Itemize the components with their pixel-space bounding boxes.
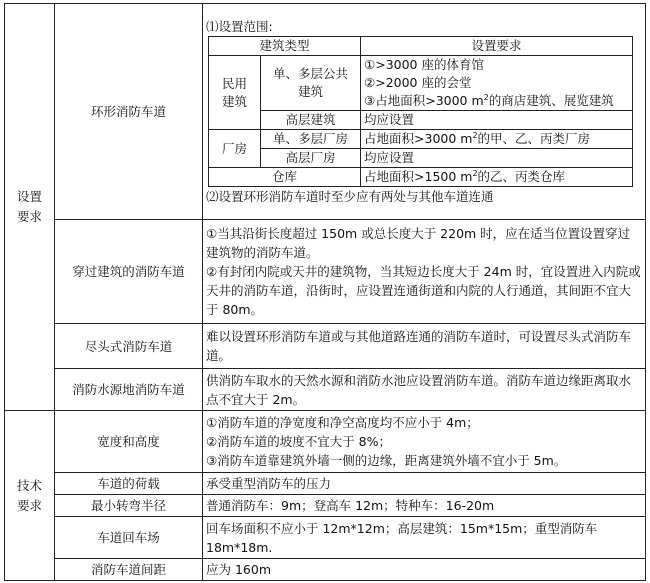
item-water-source: 消防水源地消防车道 xyxy=(55,369,203,411)
row-ring-road xyxy=(5,4,646,220)
row-turnaround xyxy=(5,517,646,559)
category-technical: 技术 要求 xyxy=(5,411,55,581)
ring-road-note: ⑵设置环形消防车道时至少应有两处与其他车道连通 xyxy=(206,189,494,204)
row-water-source xyxy=(5,369,646,411)
item-dead-end: 尽头式消防车道 xyxy=(55,324,203,369)
factory-low-multi-req: 占地面积>3000 $m^2$的甲、乙、丙类厂房 xyxy=(361,130,633,149)
ring-road-requirements xyxy=(203,4,646,220)
item-width-height: 宽度和高度 xyxy=(55,411,203,473)
category-setup: 设置 要求 xyxy=(5,4,55,411)
range-title: ⑴设置范围: xyxy=(206,19,273,34)
spacing-requirement: 应为 160m xyxy=(203,559,646,581)
item-load: 车道的荷载 xyxy=(55,473,203,495)
item-turnaround: 车道回车场 xyxy=(55,517,203,559)
factory-high-rise-label: 高层厂房 xyxy=(261,149,361,168)
civil-high-rise-req: 均应设置 xyxy=(361,111,633,130)
warehouse-label: 仓库 xyxy=(209,168,361,187)
civil-building-label: 民用 建筑 xyxy=(209,56,261,130)
building-type-table xyxy=(208,36,633,187)
water-source-requirement: 供消防车取水的天然水源和消防水池应设置消防车道。消防车道边缘距离取水点不宜大于 2m。 xyxy=(203,369,646,411)
header-building-type: 建筑类型 xyxy=(209,37,361,56)
load-requirement: 承受重型消防车的压力 xyxy=(203,473,646,495)
dead-end-requirement: 难以设置环形消防车道或与其他道路连通的消防车道时，可设置尽头式消防车道。 xyxy=(203,324,646,369)
header-requirement: 设置要求 xyxy=(361,37,633,56)
item-spacing: 消防车道间距 xyxy=(55,559,203,581)
width-height-requirements: ①消防车道的净宽度和净空高度均不应小于 4m； ②消防车道的坡度不宜大于 8%； ③消防车道靠建筑外墙一侧的边缘，距离建筑外墙不宜小于 5m。 xyxy=(203,411,646,473)
factory-label: 厂房 xyxy=(209,130,261,168)
row-turning-radius xyxy=(5,495,646,517)
factory-high-rise-req: 均应设置 xyxy=(361,149,633,168)
civil-low-multi-reqs: ①>3000 座的体育馆 ②>2000 座的会堂 ③占地面积>3000 $m^2$的商店建筑、展览建筑 xyxy=(361,56,633,111)
row-through-road xyxy=(5,220,646,324)
warehouse-req: 占地面积>1500 $m^2$的乙、丙类仓库 xyxy=(361,168,633,187)
turning-radius-requirement: 普通消防车：9m；登高车 12m；特种车：16-20m xyxy=(203,495,646,517)
row-dead-end xyxy=(5,324,646,369)
turnaround-requirement: 回车场面积不应小于 12m*12m；高层建筑：15m*15m；重型消防车 18m*18m. xyxy=(203,517,646,559)
civil-high-rise-label: 高层建筑 xyxy=(261,111,361,130)
through-road-requirements: ①当其沿街长度超过 150m 或总长度大于 220m 时，应在适当位置设置穿过建筑物的消防车道。 ②有封闭内院或天井的建筑物，当其短边长度大于 24m 时，宜设置进入内院或天井的消防车道，沿街时，应设置连通街道和内院的人行通道，其间距不宜大于 80m。 xyxy=(203,220,646,324)
item-ring-road: 环形消防车道 xyxy=(55,4,203,220)
row-load xyxy=(5,473,646,495)
item-through-road: 穿过建筑的消防车道 xyxy=(55,220,203,324)
requirements-table xyxy=(4,3,646,581)
row-width-height xyxy=(5,411,646,473)
factory-low-multi-label: 单、多层厂房 xyxy=(261,130,361,149)
item-turning-radius: 最小转弯半径 xyxy=(55,495,203,517)
civil-low-multi-label: 单、多层公共 建筑 xyxy=(261,56,361,111)
row-spacing xyxy=(5,559,646,581)
